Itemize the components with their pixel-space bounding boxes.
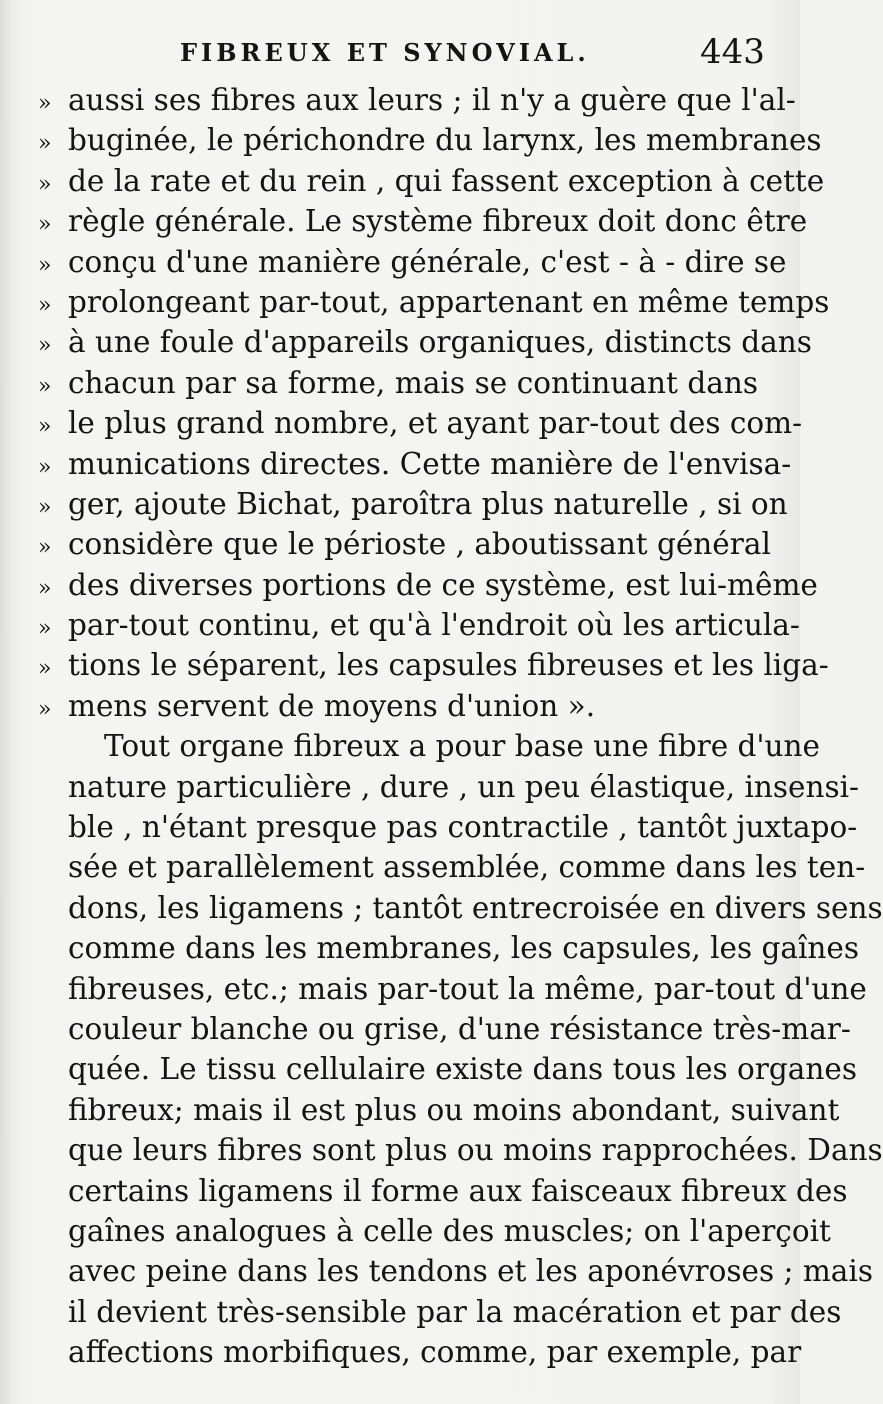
line-text: ble , n'étant presque pas contractile , tantôt juxtapo-: [68, 810, 858, 845]
text-line: [38, 282, 830, 322]
line-text: que leurs fibres sont plus ou moins rapprochées. Dans: [68, 1133, 883, 1168]
quote-mark: »: [38, 252, 52, 278]
running-head: FIBREUX ET SYNOVIAL.: [180, 38, 590, 67]
text-line: [38, 363, 758, 403]
line-text: avec peine dans les tendons et les aponévroses ; mais: [68, 1254, 873, 1289]
text-line: [38, 969, 867, 1009]
line-text: aussi ses fibres aux leurs ; il n'y a guère que l'al-: [68, 83, 796, 117]
line-text: quée. Le tissu cellulaire existe dans tous les organes: [68, 1052, 857, 1087]
text-line: [38, 888, 883, 928]
text-line: [38, 1130, 883, 1170]
line-text: considère que le périoste , aboutissant général: [68, 527, 771, 562]
text-line: [38, 1292, 842, 1332]
line-text: prolongeant par-tout, appartenant en même temps: [68, 284, 830, 319]
text-line: [38, 605, 800, 645]
line-text: par-tout continu, et qu'à l'endroit où les articula-: [68, 608, 800, 643]
quote-mark: »: [38, 414, 52, 440]
text-line: [38, 242, 787, 282]
line-text: il devient très-sensible par la macération et par des: [68, 1294, 842, 1329]
line-text: le plus grand nombre, et ayant par-tout des com-: [68, 406, 803, 441]
quote-mark: »: [38, 656, 52, 682]
quote-mark: »: [38, 535, 52, 561]
line-text: munications directes. Cette manière de l'envisa-: [68, 446, 792, 481]
text-line: [38, 1171, 848, 1211]
text-line: [38, 767, 860, 807]
line-text: comme dans les membranes, les capsules, les gaînes: [68, 931, 860, 966]
text-line: [38, 201, 808, 241]
line-text: conçu d'une manière générale, c'est - à - dire se: [68, 244, 787, 279]
text-line: [38, 403, 803, 443]
line-text: chacun par sa forme, mais se continuant dans: [68, 365, 758, 400]
line-text: couleur blanche ou grise, d'une résistance très-mar-: [68, 1011, 851, 1046]
quote-mark: »: [38, 212, 52, 238]
line-text: ger, ajoute Bichat, paroîtra plus naturelle , si on: [68, 486, 788, 521]
quote-mark: »: [38, 454, 52, 480]
text-line: [38, 322, 812, 362]
quote-mark: »: [38, 373, 52, 399]
body-text: [38, 80, 883, 1373]
quote-mark: »: [38, 91, 52, 116]
text-line: [38, 120, 822, 160]
line-text: gaînes analogues à celle des muscles; on l'aperçoit: [68, 1213, 831, 1248]
page-header: [0, 32, 800, 86]
text-line: [38, 1211, 831, 1251]
line-text: des diverses portions de ce système, est lui-même: [68, 567, 818, 602]
line-text: tions le séparent, les capsules fibreuses et les liga-: [68, 648, 829, 683]
text-line: [38, 726, 820, 766]
line-text: nature particulière , dure , un peu élastique, insensi-: [68, 769, 860, 804]
text-line: [38, 524, 771, 564]
line-text: Tout organe fibreux a pour base une fibre d'une: [104, 729, 820, 764]
text-line: [38, 1090, 840, 1130]
text-line: [38, 80, 796, 120]
text-line: [38, 1009, 851, 1049]
line-text: affections morbifiques, comme, par exemple, par: [68, 1335, 802, 1370]
text-line: [38, 807, 858, 847]
text-line: [38, 847, 866, 887]
text-line: [38, 928, 860, 968]
line-text: sée et parallèlement assemblée, comme dans les ten-: [68, 850, 866, 885]
quote-mark: »: [38, 131, 52, 157]
line-text: à une foule d'appareils organiques, distincts dans: [68, 325, 812, 360]
line-text: fibreux; mais il est plus ou moins abondant, suivant: [68, 1092, 840, 1127]
text-line: [38, 565, 818, 605]
line-text: de la rate et du rein , qui fassent exception à cette: [68, 163, 825, 198]
line-text: mens servent de moyens d'union ».: [68, 688, 596, 723]
line-text: certains ligamens il forme aux faisceaux fibreux des: [68, 1173, 848, 1208]
quote-mark: »: [38, 333, 52, 359]
text-line: [38, 686, 758, 726]
line-text: buginée, le périchondre du larynx, les membranes: [68, 123, 822, 158]
text-line: [38, 161, 825, 201]
quote-mark: »: [38, 575, 52, 601]
quote-mark: »: [38, 696, 52, 722]
text-line: [38, 1251, 873, 1291]
line-text: règle générale. Le système fibreux doit donc être: [68, 204, 808, 239]
text-line: [38, 484, 788, 524]
line-text: dons, les ligamens ; tantôt entrecroisée en divers sens: [68, 890, 883, 925]
text-line: [38, 1049, 857, 1089]
text-line: [38, 1332, 802, 1372]
quote-mark: »: [38, 292, 52, 318]
text-line: [38, 645, 829, 685]
quote-mark: »: [38, 616, 52, 642]
quote-mark: »: [38, 171, 52, 197]
line-text: fibreuses, etc.; mais par-tout la même, par-tout d'une: [68, 971, 867, 1006]
page-number: 443: [700, 32, 765, 72]
text-line: [38, 444, 792, 484]
quote-mark: »: [38, 494, 52, 520]
